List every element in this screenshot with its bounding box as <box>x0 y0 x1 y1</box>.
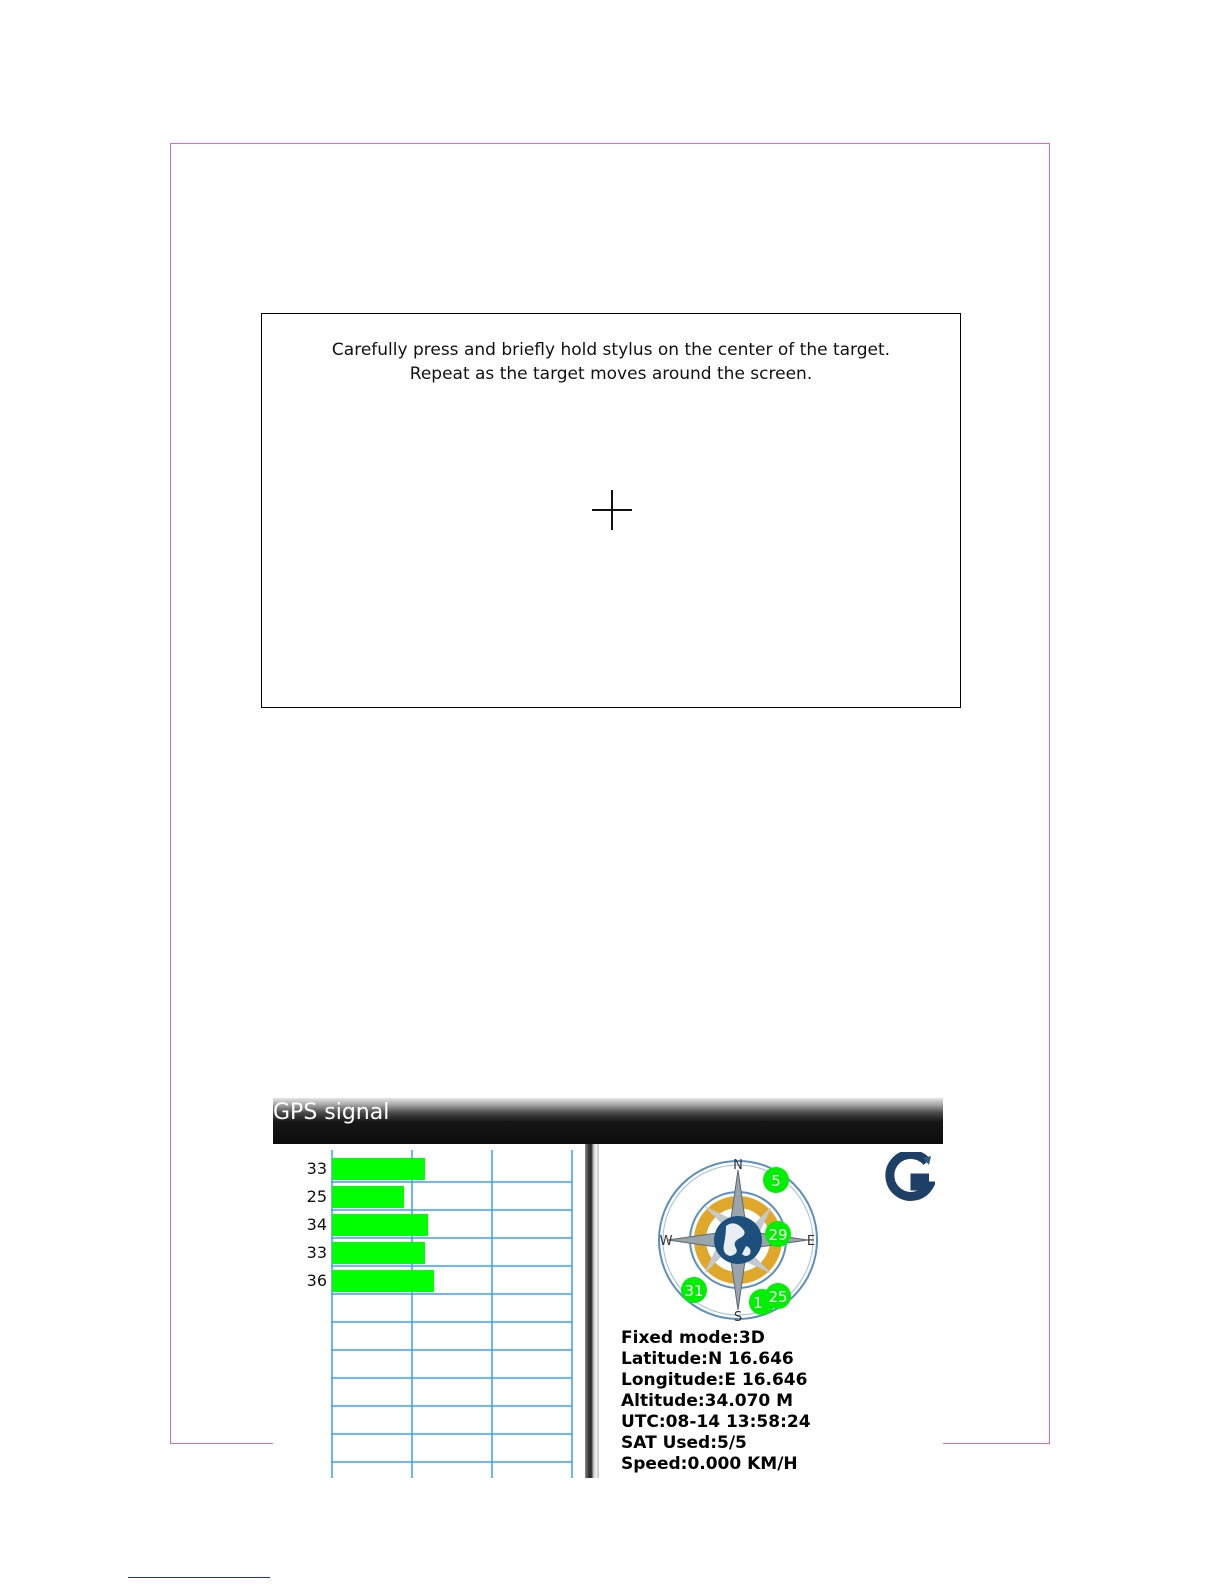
gps-title: GPS signal <box>273 1100 390 1125</box>
fixed-mode-value: Fixed mode:3D <box>621 1328 765 1348</box>
compass-icon <box>656 1156 826 1326</box>
calibration-instructions <box>262 338 960 386</box>
satellite-marker <box>681 1277 707 1303</box>
calibration-target-icon[interactable] <box>592 490 632 530</box>
latitude-value: Latitude:N 16.646 <box>621 1349 794 1369</box>
signal-strength-chart <box>331 1150 583 1478</box>
satellite-marker <box>765 1221 791 1247</box>
svg-text:25: 25 <box>768 1288 788 1306</box>
calibration-instruction-line-2: Repeat as the target moves around the screen. <box>409 364 813 384</box>
longitude-value: Longitude:E 16.646 <box>621 1370 808 1390</box>
signal-bar <box>332 1242 425 1264</box>
signal-bar <box>332 1158 425 1180</box>
gps-title-bar <box>273 1098 943 1144</box>
signal-value-label: 34 <box>306 1215 327 1234</box>
speed-value: Speed:0.000 KM/H <box>621 1454 798 1474</box>
calibration-instruction-line-1: Carefully press and briefly hold stylus on the center of the target. <box>331 340 891 360</box>
panel-divider[interactable] <box>585 1144 599 1478</box>
satellite-marker <box>765 1283 791 1309</box>
signal-bar <box>332 1270 434 1292</box>
svg-text:29: 29 <box>768 1226 788 1244</box>
brand-logo-icon <box>885 1152 935 1202</box>
signal-value-label: 33 <box>306 1159 327 1178</box>
altitude-value: Altitude:34.070 M <box>621 1391 794 1411</box>
signal-bar <box>332 1186 404 1208</box>
compass-west-label: W <box>659 1234 673 1249</box>
calibration-screen[interactable] <box>261 313 961 708</box>
compass-north-label: N <box>733 1158 743 1173</box>
svg-text:5: 5 <box>771 1172 781 1190</box>
satellite-marker <box>763 1167 789 1193</box>
signal-bar <box>332 1214 428 1236</box>
gps-signal-screen <box>273 1098 943 1478</box>
gps-info-panel <box>621 1328 811 1475</box>
svg-text:31: 31 <box>684 1282 704 1300</box>
utc-value: UTC:08-14 13:58:24 <box>621 1412 811 1432</box>
compass-east-label: E <box>806 1234 816 1249</box>
footer-rule <box>128 1577 270 1578</box>
compass-south-label: S <box>733 1310 743 1325</box>
sat-used-value: SAT Used:5/5 <box>621 1433 747 1453</box>
svg-text:1: 1 <box>753 1294 763 1312</box>
signal-value-label: 33 <box>306 1243 327 1262</box>
signal-value-label: 25 <box>306 1187 327 1206</box>
signal-value-label: 36 <box>306 1271 327 1290</box>
